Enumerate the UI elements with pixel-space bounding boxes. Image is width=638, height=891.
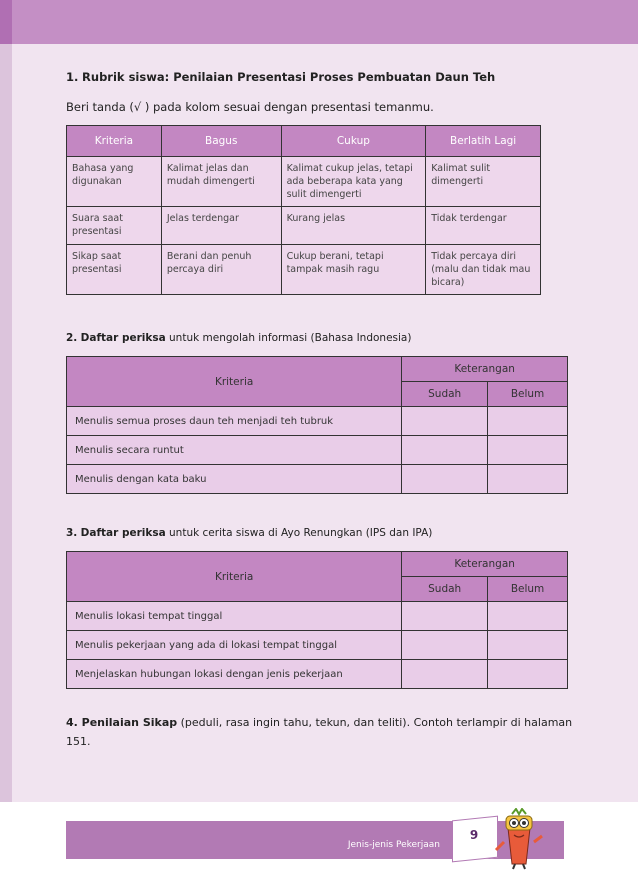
checklist-table-2 <box>66 551 568 689</box>
checklist-criterion: Menulis lokasi tempat tinggal <box>67 602 402 631</box>
section2-bold: Daftar periksa <box>80 332 166 344</box>
page-number: 9 <box>469 828 479 842</box>
sudah-checkbox-cell[interactable] <box>402 660 488 689</box>
table-row <box>67 407 568 436</box>
section1-title <box>66 70 495 84</box>
pencil-mascot-icon <box>494 808 544 870</box>
rubric-col-cukup: Cukup <box>281 126 426 157</box>
checklist-header-kriteria: Kriteria <box>67 357 402 407</box>
belum-checkbox-cell[interactable] <box>488 631 568 660</box>
table-row <box>67 436 568 465</box>
table-row <box>67 157 541 207</box>
section2-title <box>66 332 411 344</box>
sudah-checkbox-cell[interactable] <box>402 602 488 631</box>
table-cell: Bahasa yang digunakan <box>67 157 162 207</box>
table-cell: Kalimat cukup jelas, tetapi ada beberapa kata yang sulit dimengerti <box>281 157 426 207</box>
checklist-header-sudah: Sudah <box>402 382 488 407</box>
belum-checkbox-cell[interactable] <box>488 407 568 436</box>
table-cell: Tidak percaya diri (malu dan tidak mau bicara) <box>426 245 541 295</box>
table-row <box>67 207 541 245</box>
section3-number: 3. <box>66 527 78 539</box>
table-cell: Jelas terdengar <box>161 207 281 245</box>
table-cell: Berani dan penuh percaya diri <box>161 245 281 295</box>
checklist-criterion: Menulis secara runtut <box>67 436 402 465</box>
sudah-checkbox-cell[interactable] <box>402 631 488 660</box>
checklist-table-1 <box>66 356 568 494</box>
table-cell: Kalimat jelas dan mudah dimengerti <box>161 157 281 207</box>
footer-label: Jenis-jenis Pekerjaan <box>347 840 440 850</box>
section3-rest: untuk cerita siswa di Ayo Renungkan (IPS dan IPA) <box>169 527 433 539</box>
checklist-header-sudah: Sudah <box>402 577 488 602</box>
table-row <box>67 631 568 660</box>
section3-bold: Daftar periksa <box>80 527 166 539</box>
sudah-checkbox-cell[interactable] <box>402 407 488 436</box>
table-cell: Cukup berani, tetapi tampak masih ragu <box>281 245 426 295</box>
rubric-col-bagus: Bagus <box>161 126 281 157</box>
checklist-criterion: Menjelaskan hubungan lokasi dengan jenis pekerjaan <box>67 660 402 689</box>
top-band-edge <box>0 0 12 44</box>
belum-checkbox-cell[interactable] <box>488 660 568 689</box>
table-cell: Tidak terdengar <box>426 207 541 245</box>
rubric-table <box>66 125 541 295</box>
table-row <box>67 465 568 494</box>
section2-number: 2. <box>66 332 78 344</box>
checklist-criterion: Menulis pekerjaan yang ada di lokasi tempat tinggal <box>67 631 402 660</box>
section2-rest: untuk mengolah informasi (Bahasa Indonesia) <box>169 332 412 344</box>
checklist-header-keterangan: Keterangan <box>402 357 568 382</box>
table-cell: Kurang jelas <box>281 207 426 245</box>
left-stripe <box>0 44 12 802</box>
checklist-criterion: Menulis semua proses daun teh menjadi teh tubruk <box>67 407 402 436</box>
table-cell: Sikap saat presentasi <box>67 245 162 295</box>
rubric-header-row <box>67 126 541 157</box>
section1-title-text: Rubrik siswa: Penilaian Presentasi Proses Pembuatan Daun Teh <box>82 70 496 84</box>
belum-checkbox-cell[interactable] <box>488 602 568 631</box>
section3-title <box>66 527 432 539</box>
table-row <box>67 660 568 689</box>
table-row <box>67 245 541 295</box>
section4-rest: (peduli, rasa ingin tahu, tekun, dan teliti). Contoh terlampir di halaman <box>180 716 573 729</box>
section4-line2: 151. <box>66 735 91 748</box>
sudah-checkbox-cell[interactable] <box>402 436 488 465</box>
checklist-header-belum: Belum <box>488 577 568 602</box>
checklist-header-keterangan: Keterangan <box>402 552 568 577</box>
checklist-header-row <box>67 552 568 577</box>
checklist-header-row <box>67 357 568 382</box>
checklist-header-kriteria: Kriteria <box>67 552 402 602</box>
table-cell: Suara saat presentasi <box>67 207 162 245</box>
section1-title-number: 1. <box>66 70 79 84</box>
section1-instruction: Beri tanda (√ ) pada kolom sesuai dengan presentasi temanmu. <box>66 100 434 114</box>
sudah-checkbox-cell[interactable] <box>402 465 488 494</box>
table-cell: Kalimat sulit dimengerti <box>426 157 541 207</box>
rubric-col-kriteria: Kriteria <box>67 126 162 157</box>
top-band <box>0 0 638 44</box>
section4-line1 <box>66 716 572 729</box>
section4-bold: 4. Penilaian Sikap <box>66 716 178 729</box>
belum-checkbox-cell[interactable] <box>488 436 568 465</box>
belum-checkbox-cell[interactable] <box>488 465 568 494</box>
checklist-header-belum: Belum <box>488 382 568 407</box>
rubric-col-berlatih: Berlatih Lagi <box>426 126 541 157</box>
checklist-criterion: Menulis dengan kata baku <box>67 465 402 494</box>
table-row <box>67 602 568 631</box>
